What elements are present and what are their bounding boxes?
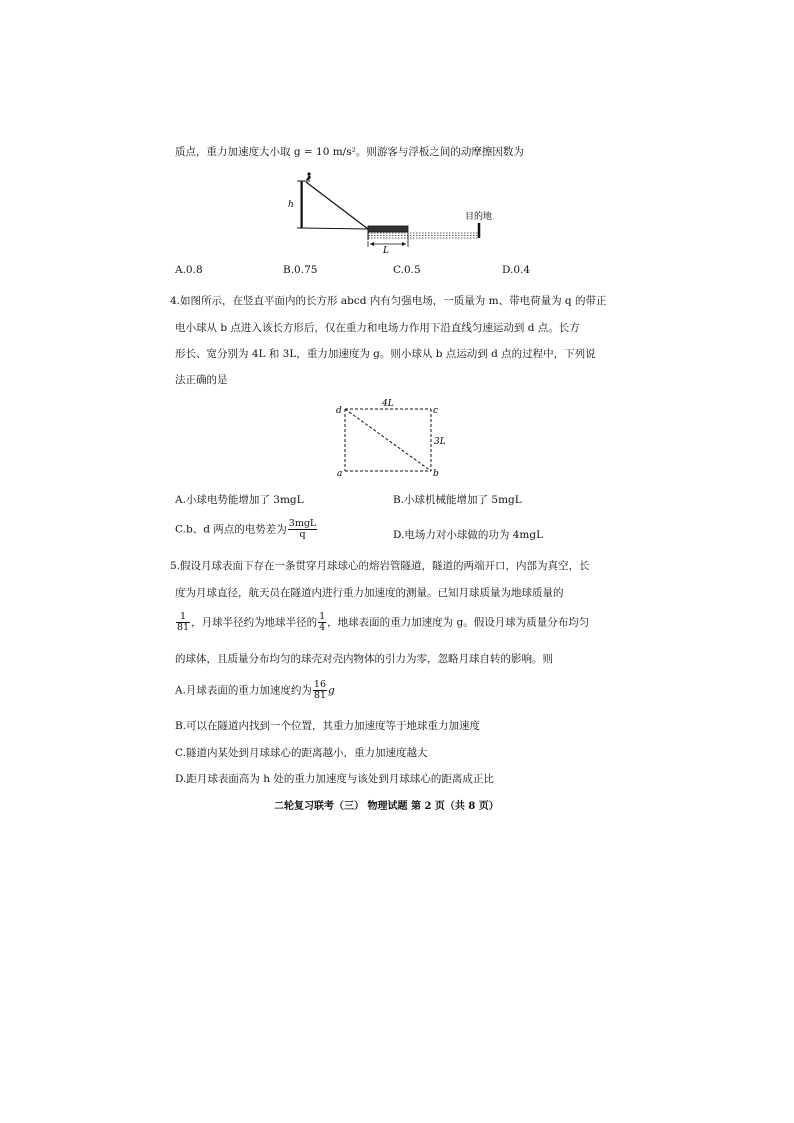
q5-option-a-numerator: 16 xyxy=(313,679,327,690)
q4-fig-label-b: b xyxy=(433,469,439,479)
q4-option-a: A.小球电势能增加了 3mgL xyxy=(175,494,304,506)
page-footer: 二轮复习联考（三） 物理试题 第 2 页（共 8 页） xyxy=(274,801,499,812)
q4-fig-label-c: c xyxy=(433,406,439,416)
q5-option-a-suffix: g xyxy=(328,684,335,697)
q5-fraction-radius xyxy=(318,612,326,633)
q3-option-b: B.0.75 xyxy=(283,264,318,276)
q4-rectangle-figure xyxy=(0,0,794,480)
q3-option-c: C.0.5 xyxy=(393,264,421,276)
q5-option-d: D.距月球表面高为 h 处的重力加速度与该处到月球球心的距离成正比 xyxy=(175,773,494,785)
q3-text-tail: 质点，重力加速度大小取 g = 10 m/s²。则游客与浮板之间的动摩擦因数为 xyxy=(175,146,524,158)
q4-option-c-denominator: q xyxy=(299,528,306,540)
q5-fraction-radius-den: 4 xyxy=(319,621,326,633)
q4-fig-top-length: 4L xyxy=(382,399,394,409)
q5-option-a-prefix: A.月球表面的重力加速度约为 xyxy=(175,684,312,697)
q5-stem-line-2: 度为月球直径，航天员在隧道内进行重力加速度的测量。已知月球质量为地球质量的 xyxy=(175,587,564,599)
q5-stem-line-1: 5.假设月球表面下存在一条贯穿月球球心的熔岩管隧道，隧道的两端开口，内部为真空，长 xyxy=(170,560,590,572)
q5-option-a-fraction xyxy=(313,680,327,701)
q5-fraction-mass-num: 1 xyxy=(176,612,190,623)
q4-stem-line-4: 法正确的是 xyxy=(175,374,228,386)
q5-option-a-denominator: 81 xyxy=(313,689,327,701)
q5-fraction-mass xyxy=(176,612,190,633)
q5-option-a xyxy=(175,680,335,701)
q4-option-c-numerator: 3mgL xyxy=(288,518,317,529)
q3-fig-h-label: h xyxy=(288,200,294,210)
q5-line3-tail: ，地球表面的重力加速度为 g。假设月球为质量分布均匀 xyxy=(327,616,590,629)
q4-fig-label-d: d xyxy=(336,406,342,416)
q5-stem-line-4: 的球体，且质量分布均匀的球壳对壳内物体的引力为零，忽略月球自转的影响。则 xyxy=(175,653,553,665)
q5-fraction-radius-num: 1 xyxy=(319,611,326,622)
q4-fig-side-length: 3L xyxy=(434,437,446,447)
q4-option-d: D.电场力对小球做的功为 4mgL xyxy=(393,529,544,541)
q4-option-b: B.小球机械能增加了 5mgL xyxy=(393,494,522,506)
q3-option-d: D.0.4 xyxy=(502,264,531,276)
q4-option-c-fraction xyxy=(288,519,317,540)
q4-option-c-prefix: C.b、d 两点的电势差为 xyxy=(175,523,287,536)
q4-fig-label-a: a xyxy=(337,469,343,479)
q3-option-a: A.0.8 xyxy=(175,264,203,276)
q4-stem-line-3: 形长、宽分别为 4L 和 3L，重力加速度为 g。则小球从 b 点运动到 d 点的过程中，下列说 xyxy=(175,348,596,360)
q5-fraction-mass-den: 81 xyxy=(177,621,190,633)
q5-stem-line-3 xyxy=(175,612,589,633)
q4-stem-line-2: 电小球从 b 点进入该长方形后，仅在重力和电场力作用下沿直线匀速运动到 d 点。长方 xyxy=(175,322,580,334)
q3-fig-destination-label: 目的地 xyxy=(465,212,493,222)
q4-stem-line-1: 4.如图所示，在竖直平面内的长方形 abcd 内有匀强电场，一质量为 m、带电荷量为 q 的带正 xyxy=(170,295,607,307)
q5-line3-mid: ，月球半径约为地球半径的 xyxy=(191,616,318,629)
q5-option-b: B.可以在隧道内找到一个位置，其重力加速度等于地球重力加速度 xyxy=(175,720,481,732)
q4-option-c xyxy=(175,519,318,540)
q5-option-c: C.隧道内某处到月球球心的距离越小，重力加速度越大 xyxy=(175,747,428,759)
q3-fig-L-label: L xyxy=(383,246,389,256)
